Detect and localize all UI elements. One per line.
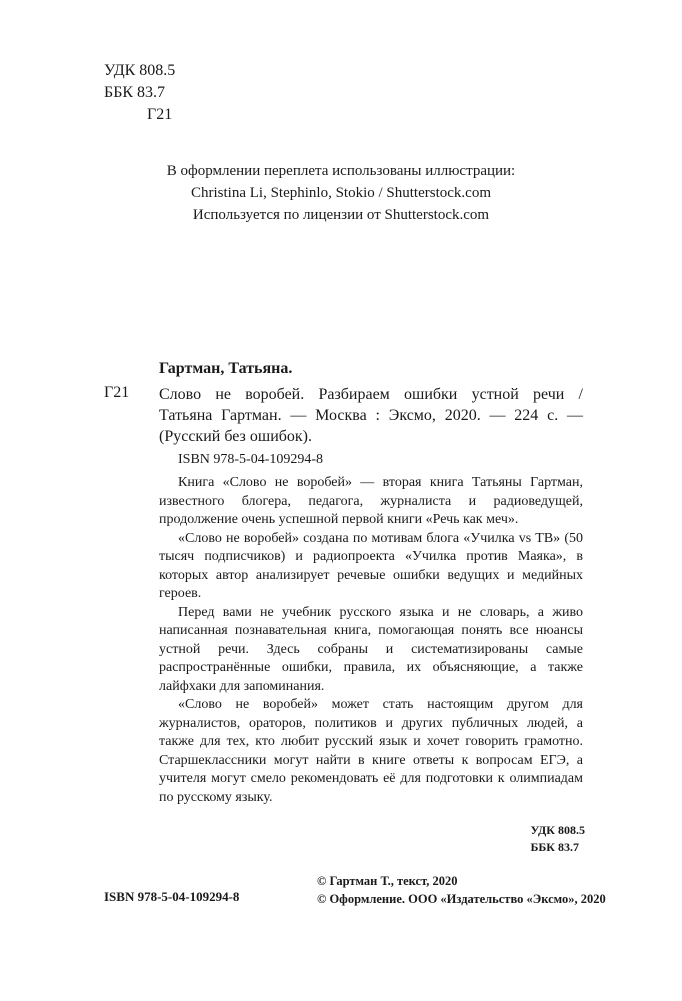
entry-isbn: ISBN 978-5-04-109294-8: [178, 452, 324, 467]
entry-author: Гартман, Татьяна.: [159, 360, 293, 377]
footer-isbn: ISBN 978-5-04-109294-8: [104, 889, 240, 904]
bibliographic-description: [159, 384, 583, 447]
annotation: [159, 474, 583, 807]
copyright-block: [317, 872, 606, 908]
biblio-line: Татьяна Гартман. — Москва : Эксмо, 2020. — 224 с. —: [159, 407, 583, 424]
author-code: Г21: [147, 106, 173, 123]
biblio-line: Слово не воробей. Разбираем ошибки устной речи /: [159, 386, 583, 403]
credits-line: В оформлении переплета использованы иллюстрации:: [166, 163, 516, 179]
annotation-paragraph: «Слово не воробей» создана по мотивам блога «Училка vs ТВ» (50 тысяч подписчиков) и радиопроекта «Училка против Маяка», в которых автор анализирует речевые ошибки ведущих и медийных героев.: [159, 530, 583, 601]
biblio-line: (Русский без ошибок).: [159, 428, 312, 445]
annotation-paragraph: Перед вами не учебник русского языка и не словарь, а живо написанная познавательная книга, помогающая понять все нюансы устной речи. Здесь собраны и систематизированы самые распространённые ошибки, правила, их объясняющие, а также лайфхаки для запоминания.: [159, 604, 583, 694]
annotation-paragraph: «Слово не воробей» может стать настоящим другом для журналистов, ораторов, политиков и других публичных людей, а также для тех, кто любит русский язык и хочет говорить грамотно. Старшеклассники могут найти в книге ответы к вопросам ЕГЭ, а учителя могут смело рекомендовать её для подготовки к олимпиадам по русскому языку.: [159, 697, 583, 805]
udk-code: УДК 808.5: [104, 62, 176, 79]
credits-line: Christina Li, Stephinlo, Stokio / Shutterstock.com: [191, 185, 491, 201]
credits-line: Используется по лицензии от Shutterstock.com: [192, 207, 490, 223]
bbk-code: ББК 83.7: [104, 84, 166, 101]
illustration-credits: [0, 160, 682, 226]
classification-block: [104, 60, 175, 126]
footer-classification: [530, 822, 585, 856]
annotation-paragraph: Книга «Слово не воробей» — вторая книга Татьяны Гартман, известного блогера, педагога, журналиста и радиоведущей, продолжение очень успешной первой книги «Речь как меч».: [159, 475, 583, 527]
footer-bbk: ББК 83.7: [530, 840, 580, 854]
copyright-design: © Оформление. ООО «Издательство «Эксмо», 2020: [317, 892, 606, 906]
footer-udk: УДК 808.5: [530, 823, 585, 837]
entry-code: Г21: [104, 384, 130, 401]
copyright-text: © Гартман Т., текст, 2020: [317, 874, 458, 888]
